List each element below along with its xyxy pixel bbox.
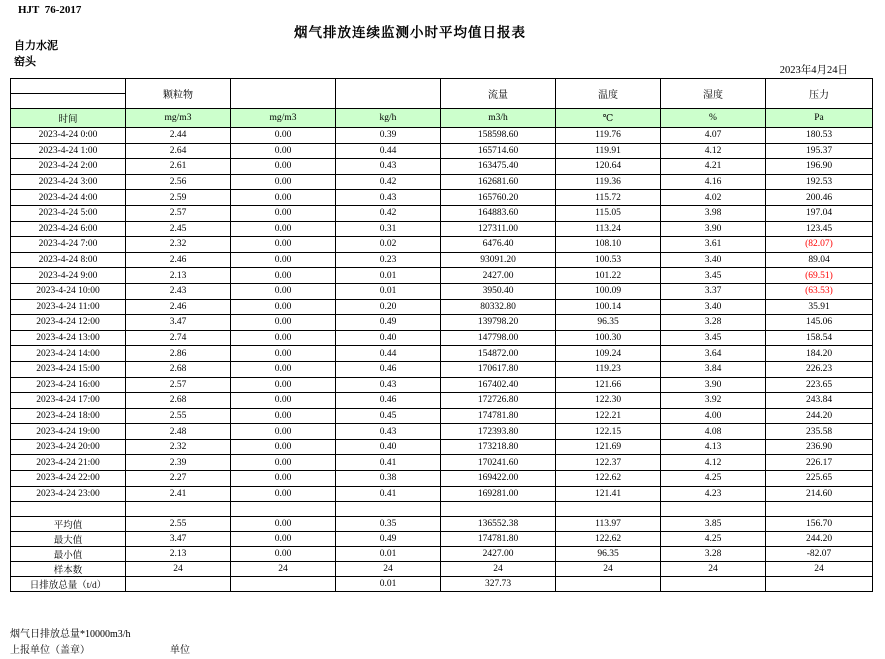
flow-cell: 165714.60 [441, 143, 556, 159]
flow-cell: 127311.00 [441, 221, 556, 237]
pressure-cell: 235.58 [766, 424, 873, 440]
temperature-spacer-cell [556, 502, 661, 517]
humidity-cell: 4.25 [661, 532, 766, 547]
temperature-cell: 100.14 [556, 299, 661, 315]
temperature-cell: 119.76 [556, 128, 661, 144]
pm-rate-cell: 0.49 [336, 532, 441, 547]
pressure-cell: 158.54 [766, 330, 873, 346]
humidity-cell: 4.21 [661, 159, 766, 175]
pm-conc-1-cell: 2.46 [126, 252, 231, 268]
table-row [11, 330, 873, 346]
pm-conc-1-cell: 2.39 [126, 455, 231, 471]
col-header-blank-2 [336, 79, 441, 109]
flow-cell: 170241.60 [441, 455, 556, 471]
unit-header-row [11, 109, 873, 128]
pm-conc-1-cell: 2.68 [126, 361, 231, 377]
time-cell: 2023-4-24 17:00 [11, 393, 126, 409]
flow-cell: 170617.80 [441, 361, 556, 377]
pm-conc-1-cell: 3.47 [126, 532, 231, 547]
pm-conc-2-cell: 0.00 [231, 346, 336, 362]
pm-conc-1-cell: 2.41 [126, 486, 231, 502]
pressure-cell: 243.84 [766, 393, 873, 409]
time-cell: 2023-4-24 15:00 [11, 361, 126, 377]
table-row [11, 424, 873, 440]
humidity-cell: 3.37 [661, 283, 766, 299]
pressure-cell: 214.60 [766, 486, 873, 502]
pm-conc-1-cell: 2.46 [126, 299, 231, 315]
table-row [11, 471, 873, 487]
pm-conc-1-cell: 2.13 [126, 268, 231, 284]
pm-rate-cell: 0.45 [336, 408, 441, 424]
temperature-cell [556, 577, 661, 592]
humidity-cell: 3.45 [661, 268, 766, 284]
temperature-cell: 100.30 [556, 330, 661, 346]
time-cell: 2023-4-24 7:00 [11, 237, 126, 253]
pressure-cell: 196.90 [766, 159, 873, 175]
time-cell: 2023-4-24 3:00 [11, 174, 126, 190]
pm-conc-1-cell: 24 [126, 562, 231, 577]
flow-cell: 174781.80 [441, 408, 556, 424]
pressure-cell: 145.06 [766, 315, 873, 331]
time-cell: 2023-4-24 13:00 [11, 330, 126, 346]
flow-cell: 158598.60 [441, 128, 556, 144]
pm-conc-1-cell: 2.74 [126, 330, 231, 346]
col-header-temperature: 温度 [556, 79, 661, 109]
pm-conc-2-cell: 0.00 [231, 408, 336, 424]
pm-conc-2-cell: 0.00 [231, 486, 336, 502]
flow-cell: 164883.60 [441, 205, 556, 221]
pm-rate-cell: 0.41 [336, 486, 441, 502]
temperature-cell: 122.15 [556, 424, 661, 440]
temperature-cell: 119.23 [556, 361, 661, 377]
temperature-cell: 24 [556, 562, 661, 577]
table-row [11, 315, 873, 331]
flow-cell: 163475.40 [441, 159, 556, 175]
temperature-cell: 96.35 [556, 315, 661, 331]
pm-conc-2-cell: 0.00 [231, 237, 336, 253]
pm-rate-cell: 0.01 [336, 283, 441, 299]
pm-conc-2-cell: 0.00 [231, 159, 336, 175]
spacer-row [11, 502, 873, 517]
pm-conc-1-cell: 2.68 [126, 393, 231, 409]
humidity-cell: 3.45 [661, 330, 766, 346]
time-cell: 2023-4-24 10:00 [11, 283, 126, 299]
flow-cell: 173218.80 [441, 439, 556, 455]
pm-conc-2-cell: 0.00 [231, 268, 336, 284]
pm-rate-cell: 0.20 [336, 299, 441, 315]
pm-conc-2-cell: 0.00 [231, 424, 336, 440]
flow-spacer-cell [441, 502, 556, 517]
pressure-cell: 192.53 [766, 174, 873, 190]
pm-conc-2-cell: 0.00 [231, 283, 336, 299]
table-row [11, 486, 873, 502]
flow-cell: 80332.80 [441, 299, 556, 315]
flow-cell: 154872.00 [441, 346, 556, 362]
table-row [11, 205, 873, 221]
table-row [11, 393, 873, 409]
pressure-cell: 184.20 [766, 346, 873, 362]
time-cell: 2023-4-24 16:00 [11, 377, 126, 393]
company-name: 自力水泥 [14, 40, 58, 52]
summary-label-cell: 最大值 [11, 532, 126, 547]
summary-label-cell: 最小值 [11, 547, 126, 562]
pm-rate-cell: 0.39 [336, 128, 441, 144]
unit-mgm3-1: mg/m3 [126, 109, 231, 128]
pm-conc-2-cell: 0.00 [231, 174, 336, 190]
summary-label-cell: 平均值 [11, 517, 126, 532]
pm-conc-1-cell: 2.86 [126, 346, 231, 362]
humidity-cell: 3.28 [661, 547, 766, 562]
pm-rate-cell: 0.01 [336, 547, 441, 562]
pm-conc-2-spacer-cell [231, 502, 336, 517]
temperature-cell: 122.30 [556, 393, 661, 409]
table-row [11, 299, 873, 315]
temperature-cell: 115.72 [556, 190, 661, 206]
humidity-cell: 3.92 [661, 393, 766, 409]
pm-conc-2-cell: 0.00 [231, 315, 336, 331]
summary-label-cell: 样本数 [11, 562, 126, 577]
page-title: 烟气排放连续监测小时平均值日报表 [294, 25, 526, 40]
pm-conc-2-cell: 0.00 [231, 532, 336, 547]
table-row [11, 408, 873, 424]
pm-conc-1-cell: 2.59 [126, 190, 231, 206]
pm-conc-1-cell: 2.57 [126, 377, 231, 393]
time-cell: 2023-4-24 12:00 [11, 315, 126, 331]
table-row [11, 361, 873, 377]
temperature-cell: 108.10 [556, 237, 661, 253]
report-table-body [11, 128, 873, 592]
pm-rate-cell: 0.02 [336, 237, 441, 253]
flow-cell: 165760.20 [441, 190, 556, 206]
flow-cell: 139798.20 [441, 315, 556, 331]
humidity-cell: 4.07 [661, 128, 766, 144]
station-name: 窑头 [14, 56, 36, 68]
time-cell: 2023-4-24 8:00 [11, 252, 126, 268]
pm-conc-2-cell: 0.00 [231, 190, 336, 206]
humidity-cell: 4.00 [661, 408, 766, 424]
temperature-cell: 96.35 [556, 547, 661, 562]
pm-conc-2-cell: 0.00 [231, 330, 336, 346]
pm-rate-cell: 0.44 [336, 143, 441, 159]
humidity-cell: 3.28 [661, 315, 766, 331]
table-row [11, 159, 873, 175]
pm-rate-cell: 0.42 [336, 205, 441, 221]
flow-cell: 172393.80 [441, 424, 556, 440]
humidity-cell: 3.98 [661, 205, 766, 221]
pressure-cell: (69.51) [766, 268, 873, 284]
summary-row [11, 562, 873, 577]
report-table [10, 78, 873, 592]
temperature-cell: 109.24 [556, 346, 661, 362]
humidity-cell: 3.61 [661, 237, 766, 253]
humidity-cell: 4.08 [661, 424, 766, 440]
time-cell: 2023-4-24 11:00 [11, 299, 126, 315]
humidity-spacer-cell [661, 502, 766, 517]
flow-cell: 2427.00 [441, 547, 556, 562]
table-row [11, 190, 873, 206]
humidity-cell [661, 577, 766, 592]
time-cell: 2023-4-24 14:00 [11, 346, 126, 362]
pressure-cell: 156.70 [766, 517, 873, 532]
time-cell: 2023-4-24 20:00 [11, 439, 126, 455]
table-row [11, 221, 873, 237]
doc-standard-code: HJT 76-2017 [18, 4, 82, 16]
time-cell: 2023-4-24 22:00 [11, 471, 126, 487]
pm-conc-2-cell: 0.00 [231, 393, 336, 409]
pressure-cell: 223.65 [766, 377, 873, 393]
table-row [11, 455, 873, 471]
flow-cell: 2427.00 [441, 268, 556, 284]
temperature-cell: 121.66 [556, 377, 661, 393]
flow-cell: 136552.38 [441, 517, 556, 532]
summary-label-cell: 日排放总量（t/d） [11, 577, 126, 592]
pm-rate-cell: 0.01 [336, 577, 441, 592]
humidity-cell: 3.64 [661, 346, 766, 362]
time-cell: 2023-4-24 23:00 [11, 486, 126, 502]
pm-rate-cell: 0.01 [336, 268, 441, 284]
pm-conc-2-cell: 0.00 [231, 221, 336, 237]
pressure-cell: 123.45 [766, 221, 873, 237]
temperature-cell: 119.91 [556, 143, 661, 159]
pm-conc-1-spacer-cell [126, 502, 231, 517]
pm-conc-1-cell: 2.56 [126, 174, 231, 190]
unit-mgm3-2: mg/m3 [231, 109, 336, 128]
table-row [11, 174, 873, 190]
pm-rate-cell: 0.43 [336, 159, 441, 175]
unit-pa: Pa [766, 109, 873, 128]
temperature-cell: 119.36 [556, 174, 661, 190]
footer-unit-note: 单位 [170, 645, 190, 656]
humidity-cell: 4.25 [661, 471, 766, 487]
flow-cell: 24 [441, 562, 556, 577]
pressure-cell: 226.17 [766, 455, 873, 471]
table-row [11, 128, 873, 144]
unit-m3h: m3/h [441, 109, 556, 128]
pm-conc-1-cell [126, 577, 231, 592]
pm-conc-1-cell: 2.55 [126, 408, 231, 424]
time-spacer-cell [11, 502, 126, 517]
flow-cell: 172726.80 [441, 393, 556, 409]
pm-conc-2-cell: 0.00 [231, 455, 336, 471]
unit-kgh: kg/h [336, 109, 441, 128]
temperature-cell: 122.62 [556, 532, 661, 547]
col-header-flow: 流量 [441, 79, 556, 109]
pm-conc-1-cell: 2.27 [126, 471, 231, 487]
humidity-cell: 4.12 [661, 143, 766, 159]
pm-rate-cell: 0.41 [336, 455, 441, 471]
pressure-cell: 244.20 [766, 408, 873, 424]
pm-conc-2-cell: 0.00 [231, 128, 336, 144]
pm-rate-cell: 0.46 [336, 393, 441, 409]
col-header-pressure: 压力 [766, 79, 873, 109]
unit-celsius: ℃ [556, 109, 661, 128]
table-row [11, 237, 873, 253]
humidity-cell: 4.23 [661, 486, 766, 502]
temperature-cell: 121.69 [556, 439, 661, 455]
pm-conc-1-cell: 2.64 [126, 143, 231, 159]
pm-conc-1-cell: 2.61 [126, 159, 231, 175]
flow-cell: 147798.00 [441, 330, 556, 346]
report-date: 2023年4月24日 [779, 65, 848, 76]
pm-rate-cell: 0.44 [336, 346, 441, 362]
temperature-cell: 100.09 [556, 283, 661, 299]
time-cell: 2023-4-24 2:00 [11, 159, 126, 175]
humidity-cell: 3.84 [661, 361, 766, 377]
flow-cell: 174781.80 [441, 532, 556, 547]
pm-conc-1-cell: 2.32 [126, 237, 231, 253]
pm-conc-2-cell: 0.00 [231, 252, 336, 268]
pm-conc-2-cell: 0.00 [231, 439, 336, 455]
humidity-cell: 4.12 [661, 455, 766, 471]
pm-conc-2-cell: 0.00 [231, 299, 336, 315]
temperature-cell: 115.05 [556, 205, 661, 221]
pm-conc-2-cell: 0.00 [231, 471, 336, 487]
pressure-spacer-cell [766, 502, 873, 517]
pm-rate-cell: 0.31 [336, 221, 441, 237]
pressure-cell: -82.07 [766, 547, 873, 562]
pressure-cell: 35.91 [766, 299, 873, 315]
pm-conc-2-cell: 0.00 [231, 377, 336, 393]
pm-conc-2-cell: 0.00 [231, 205, 336, 221]
pressure-cell: 89.04 [766, 252, 873, 268]
pressure-cell: (82.07) [766, 237, 873, 253]
pm-rate-cell: 24 [336, 562, 441, 577]
corner-cell-top [11, 79, 126, 94]
table-row [11, 377, 873, 393]
pressure-cell: 244.20 [766, 532, 873, 547]
temperature-cell: 101.22 [556, 268, 661, 284]
humidity-cell: 4.02 [661, 190, 766, 206]
pm-conc-1-cell: 2.13 [126, 547, 231, 562]
humidity-cell: 3.40 [661, 252, 766, 268]
temperature-cell: 122.62 [556, 471, 661, 487]
pm-conc-1-cell: 2.45 [126, 221, 231, 237]
temperature-cell: 113.97 [556, 517, 661, 532]
table-row [11, 268, 873, 284]
flow-cell: 162681.60 [441, 174, 556, 190]
humidity-cell: 3.90 [661, 221, 766, 237]
pressure-cell: 225.65 [766, 471, 873, 487]
pressure-cell: 195.37 [766, 143, 873, 159]
summary-row [11, 532, 873, 547]
humidity-cell: 3.90 [661, 377, 766, 393]
pm-conc-2-cell: 0.00 [231, 517, 336, 532]
table-row [11, 283, 873, 299]
pm-rate-cell: 0.46 [336, 361, 441, 377]
time-cell: 2023-4-24 6:00 [11, 221, 126, 237]
humidity-cell: 24 [661, 562, 766, 577]
footer-total-note: 烟气日排放总量*10000m3/h [10, 629, 131, 640]
pm-rate-spacer-cell [336, 502, 441, 517]
humidity-cell: 4.13 [661, 439, 766, 455]
pressure-cell: 24 [766, 562, 873, 577]
corner-cell-bottom [11, 94, 126, 109]
table-row [11, 346, 873, 362]
pm-rate-cell: 0.35 [336, 517, 441, 532]
table-row [11, 439, 873, 455]
pm-rate-cell: 0.49 [336, 315, 441, 331]
group-header-row-1 [11, 79, 873, 94]
pressure-cell: 236.90 [766, 439, 873, 455]
pm-rate-cell: 0.40 [336, 439, 441, 455]
col-header-particulate: 颗粒物 [126, 79, 231, 109]
temperature-cell: 122.21 [556, 408, 661, 424]
flow-cell: 169422.00 [441, 471, 556, 487]
pm-conc-2-cell: 0.00 [231, 143, 336, 159]
footer-seal-note: 上报单位（盖章） [10, 645, 90, 656]
time-cell: 2023-4-24 0:00 [11, 128, 126, 144]
pressure-cell: 180.53 [766, 128, 873, 144]
flow-cell: 327.73 [441, 577, 556, 592]
pm-conc-1-cell: 2.44 [126, 128, 231, 144]
time-cell: 2023-4-24 4:00 [11, 190, 126, 206]
temperature-cell: 100.53 [556, 252, 661, 268]
temperature-cell: 121.41 [556, 486, 661, 502]
summary-row [11, 577, 873, 592]
pm-rate-cell: 0.43 [336, 424, 441, 440]
pm-rate-cell: 0.38 [336, 471, 441, 487]
flow-cell: 167402.40 [441, 377, 556, 393]
pm-conc-1-cell: 2.57 [126, 205, 231, 221]
flow-cell: 6476.40 [441, 237, 556, 253]
temperature-cell: 122.37 [556, 455, 661, 471]
unit-time: 时间 [11, 109, 126, 128]
pressure-cell: 197.04 [766, 205, 873, 221]
pm-conc-2-cell: 0.00 [231, 361, 336, 377]
pm-conc-1-cell: 2.32 [126, 439, 231, 455]
col-header-blank-1 [231, 79, 336, 109]
unit-percent: % [661, 109, 766, 128]
flow-cell: 93091.20 [441, 252, 556, 268]
pm-rate-cell: 0.23 [336, 252, 441, 268]
time-cell: 2023-4-24 19:00 [11, 424, 126, 440]
table-row [11, 143, 873, 159]
pressure-cell: 200.46 [766, 190, 873, 206]
flow-cell: 3950.40 [441, 283, 556, 299]
pm-rate-cell: 0.42 [336, 174, 441, 190]
time-cell: 2023-4-24 9:00 [11, 268, 126, 284]
time-cell: 2023-4-24 21:00 [11, 455, 126, 471]
humidity-cell: 4.16 [661, 174, 766, 190]
pm-rate-cell: 0.40 [336, 330, 441, 346]
col-header-humidity: 湿度 [661, 79, 766, 109]
flow-cell: 169281.00 [441, 486, 556, 502]
time-cell: 2023-4-24 18:00 [11, 408, 126, 424]
pm-rate-cell: 0.43 [336, 190, 441, 206]
table-row [11, 252, 873, 268]
humidity-cell: 3.85 [661, 517, 766, 532]
time-cell: 2023-4-24 1:00 [11, 143, 126, 159]
temperature-cell: 113.24 [556, 221, 661, 237]
pm-conc-1-cell: 3.47 [126, 315, 231, 331]
pressure-cell: 226.23 [766, 361, 873, 377]
pm-conc-1-cell: 2.48 [126, 424, 231, 440]
pressure-cell [766, 577, 873, 592]
pm-conc-2-cell: 0.00 [231, 547, 336, 562]
summary-row [11, 547, 873, 562]
pressure-cell: (63.53) [766, 283, 873, 299]
humidity-cell: 3.40 [661, 299, 766, 315]
pm-conc-2-cell: 24 [231, 562, 336, 577]
summary-row [11, 517, 873, 532]
temperature-cell: 120.64 [556, 159, 661, 175]
time-cell: 2023-4-24 5:00 [11, 205, 126, 221]
pm-rate-cell: 0.43 [336, 377, 441, 393]
pm-conc-1-cell: 2.55 [126, 517, 231, 532]
pm-conc-2-cell [231, 577, 336, 592]
pm-conc-1-cell: 2.43 [126, 283, 231, 299]
